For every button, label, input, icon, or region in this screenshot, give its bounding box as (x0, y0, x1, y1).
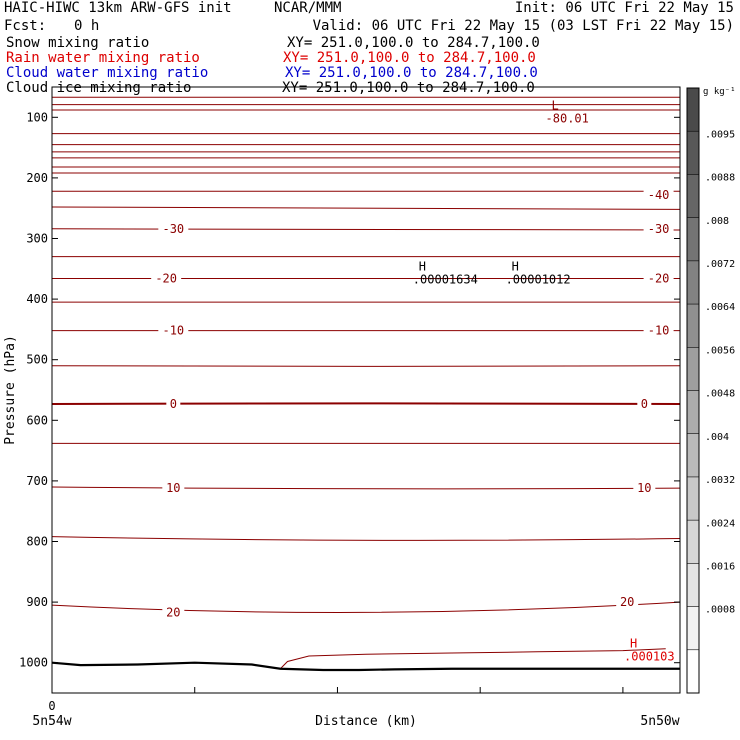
colorbar-bin (687, 391, 699, 434)
colorbar-label: .0024 (705, 518, 736, 530)
plot-title: HAIC-HIWC 13km ARW-GFS init (4, 0, 232, 16)
institution-label: NCAR/MMM (274, 0, 342, 16)
isotherm-line (52, 487, 680, 489)
colorbar-label: .0048 (705, 388, 736, 400)
isotherm-line (52, 403, 680, 404)
isotherm-label: 10 (166, 481, 181, 496)
colorbar-bin (687, 520, 699, 563)
y-tick-label: 800 (26, 534, 48, 549)
isotherm-label: -30 (162, 221, 185, 236)
field-xy-cloud-water: XY= 251.0,100.0 to 284.7,100.0 (285, 65, 538, 81)
plot-frame (52, 87, 680, 693)
y-tick-label: 900 (26, 595, 48, 610)
y-tick-label: 500 (26, 352, 48, 367)
field-name-cloud-water: Cloud water mixing ratio (6, 65, 209, 81)
near-surface-contour (280, 649, 665, 669)
colorbar-bin (687, 304, 699, 347)
colorbar-label: .0088 (705, 172, 736, 184)
isotherm-line (52, 207, 680, 209)
terrain-fill (52, 663, 680, 693)
y-tick-label: 600 (26, 413, 48, 428)
colorbar-label: .0072 (705, 259, 736, 271)
colorbar-bin (687, 174, 699, 217)
colorbar-bin (687, 477, 699, 520)
field-xy-rain: XY= 251.0,100.0 to 284.7,100.0 (283, 50, 536, 66)
isotherm-label: -10 (162, 323, 185, 338)
isotherm-label: -30 (647, 221, 670, 236)
colorbar-unit: g kg⁻¹ (703, 87, 736, 97)
colorbar-bin (687, 650, 699, 693)
y-tick-label: 700 (26, 473, 48, 488)
x-zero-label: 0 (48, 699, 56, 713)
isotherm-label: 10 (637, 481, 652, 496)
field-xy-snow: XY= 251.0,100.0 to 284.7,100.0 (287, 35, 540, 51)
y-tick-label: 400 (26, 292, 48, 307)
isotherm-label: -20 (155, 271, 178, 286)
extremum-marker: L (551, 98, 559, 113)
y-tick-label: 200 (26, 170, 48, 185)
colorbar-bin (687, 131, 699, 174)
isotherm-label: -20 (647, 271, 670, 286)
field-name-rain: Rain water mixing ratio (6, 50, 200, 66)
valid-time: Valid: 06 UTC Fri 22 May 15 (03 LST Fri 22 May 15) (312, 18, 734, 34)
colorbar-label: .0056 (705, 345, 736, 357)
extremum-marker: H (630, 636, 638, 651)
colorbar-bin (687, 563, 699, 606)
colorbar-bin (687, 434, 699, 477)
x-end-label: 5n50w (640, 714, 680, 729)
y-tick-label: 300 (26, 231, 48, 246)
colorbar-bin (687, 347, 699, 390)
forecast-hour: 0 h (74, 18, 100, 34)
isotherm-line (52, 602, 680, 612)
x-start-label: 5n54w (32, 714, 72, 729)
extremum-marker: H (418, 259, 427, 274)
colorbar-label: .0016 (705, 561, 736, 573)
extremum-value: .000103 (624, 649, 675, 664)
colorbar-label: .0032 (705, 475, 736, 487)
isotherm-line (52, 366, 680, 367)
colorbar-label: .0064 (705, 302, 736, 314)
y-tick-label: 1000 (19, 655, 48, 670)
y-axis-label: Pressure (hPa) (3, 335, 18, 445)
colorbar-bin (687, 261, 699, 304)
forecast-label: Fcst: (4, 18, 47, 34)
extremum-value: .00001634 (412, 272, 478, 287)
colorbar-label: .004 (705, 431, 730, 443)
isotherm-label: -10 (647, 323, 670, 338)
isotherm-label: 20 (619, 595, 635, 610)
isotherm-line (52, 229, 680, 230)
field-name-cloud-ice: Cloud ice mixing ratio (6, 80, 192, 96)
init-time: Init: 06 UTC Fri 22 May 15 (514, 0, 734, 16)
isotherm-label: 20 (166, 605, 181, 620)
field-xy-cloud-ice: XY= 251.0,100.0 to 284.7,100.0 (282, 80, 535, 96)
isotherm-line (52, 537, 680, 541)
isotherm-label: 0 (169, 396, 177, 411)
isotherm-label: -40 (647, 187, 670, 202)
colorbar-label: .0008 (705, 604, 736, 616)
colorbar-bin (687, 218, 699, 261)
colorbar-label: .008 (705, 215, 730, 227)
colorbar-bin (687, 88, 699, 131)
field-name-snow: Snow mixing ratio (6, 35, 150, 51)
extremum-marker: H (511, 259, 519, 274)
extremum-value: -80.01 (545, 111, 589, 126)
isotherm-label: 0 (640, 396, 648, 411)
extremum-value: .00001012 (505, 272, 571, 287)
colorbar-bin (687, 607, 699, 650)
y-tick-label: 100 (26, 110, 48, 125)
x-axis-label: Distance (km) (315, 714, 417, 729)
colorbar-label: .0095 (705, 129, 736, 141)
